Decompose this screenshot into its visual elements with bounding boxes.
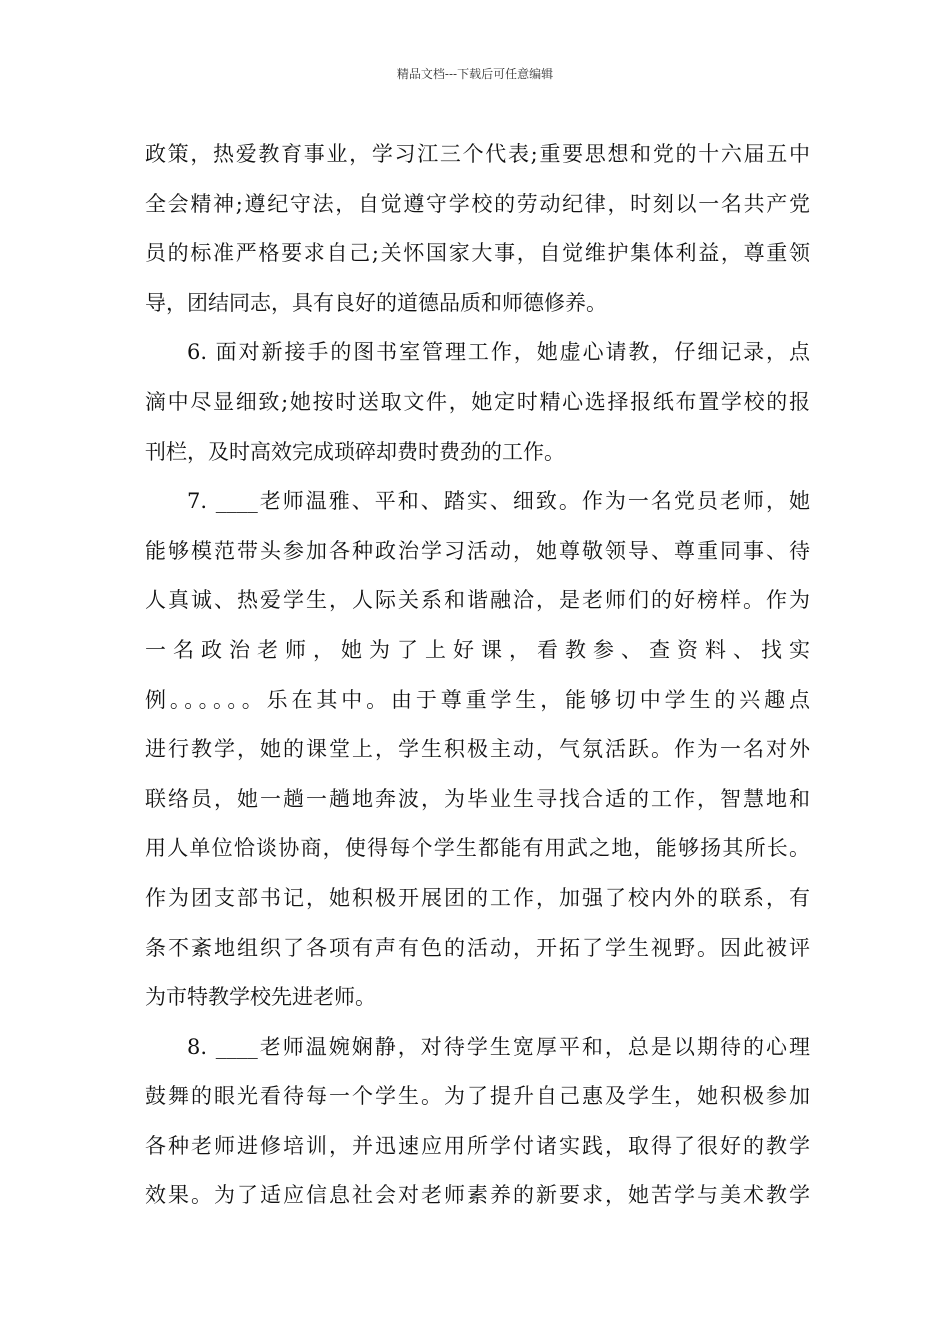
text-line: 用人单位恰谈协商，使得每个学生都能有用武之地，能够扬其所长。: [145, 836, 810, 861]
text-line: 人真诚、热爱学生，人际关系和谐融洽，是老师们的好榜样。作为: [145, 588, 810, 613]
text-line: 6. 面对新接手的图书室管理工作，她虚心请教，仔细记录，点: [187, 340, 810, 365]
text-line: 能够模范带头参加各种政治学习活动，她尊敬领导、尊重同事、待: [145, 538, 810, 563]
text-line: 联络员，她一趟一趟地奔波，为毕业生寻找合适的工作，智慧地和: [145, 786, 810, 811]
text-line: 进行教学，她的课堂上，学生积极主动，气氛活跃。作为一名对外: [145, 737, 810, 762]
text-line: 鼓舞的眼光看待每一个学生。为了提升自己惠及学生，她积极参加: [145, 1084, 810, 1109]
page-header: 精品文档---下载后可任意编辑: [396, 67, 554, 81]
text-line: 效果。为了适应信息社会对老师素养的新要求，她苦学与美术教学: [145, 1183, 810, 1208]
text-line: 作为团支部书记，她积极开展团的工作，加强了校内外的联系，有: [145, 885, 810, 910]
text-line: 全会精神;遵纪守法，自觉遵守学校的劳动纪律，时刻以一名共产党: [145, 191, 810, 216]
text-line: 例。。。。。。乐在其中。由于尊重学生，能够切中学生的兴趣点: [145, 687, 810, 712]
text-line: 员的标准严格要求自己;关怀国家大事，自觉维护集体利益，尊重领: [145, 241, 810, 266]
text-line: 各种老师进修培训，并迅速应用所学付诸实践，取得了很好的教学: [145, 1133, 810, 1158]
text-line: 刊栏，及时高效完成琐碎却费时费劲的工作。: [145, 439, 565, 464]
text-line: 8. ____老师温婉娴静，对待学生宽厚平和，总是以期待的心理: [187, 1034, 810, 1059]
text-line: 一名政治老师，她为了上好课，看教参、查资料、找实: [145, 637, 810, 662]
text-line: 政策，热爱教育事业，学习江三个代表;重要思想和党的十六届五中: [145, 142, 810, 166]
text-line: 7. ____老师温雅、平和、踏实、细致。作为一名党员老师，她: [187, 489, 810, 514]
text-line: 导，团结同志，具有良好的道德品质和师德修养。: [145, 290, 607, 315]
text-line: 为市特教学校先进老师。: [145, 985, 376, 1010]
document-body: [145, 130, 810, 1221]
text-line: 条不紊地组织了各项有声有色的活动，开拓了学生视野。因此被评: [145, 935, 810, 960]
text-line: 滴中尽显细致;她按时送取文件，她定时精心选择报纸布置学校的报: [145, 389, 810, 414]
